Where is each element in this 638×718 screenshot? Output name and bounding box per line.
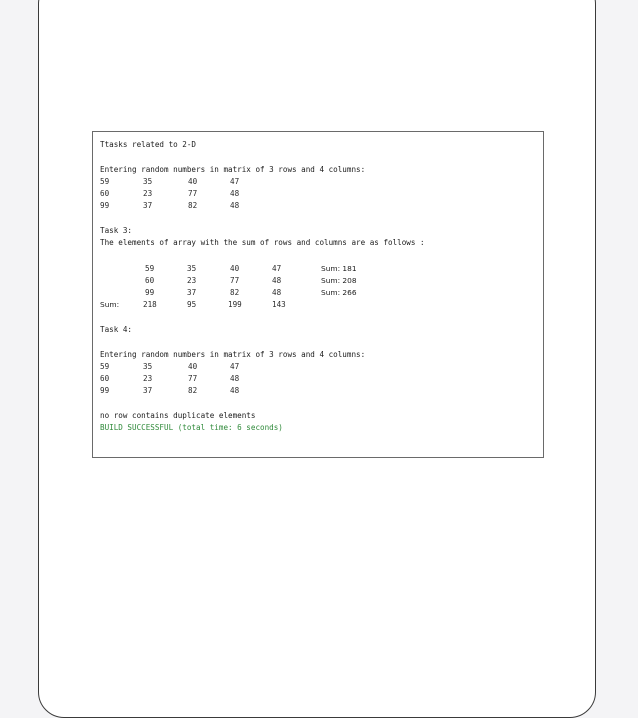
matrix-heading: Entering random numbers in matrix of 3 rows and 4 columns: xyxy=(100,165,366,174)
matrix-cell: 60 xyxy=(100,189,110,198)
build-status: BUILD SUCCESSFUL (total time: 6 seconds) xyxy=(100,423,283,432)
matrix-cell: 60 xyxy=(100,374,110,383)
matrix-cell: 35 xyxy=(187,264,197,273)
matrix-cell: 37 xyxy=(187,288,197,297)
matrix-cell: 60 xyxy=(145,276,155,285)
column-sum-label: Sum: xyxy=(100,300,120,309)
matrix-cell: 48 xyxy=(272,288,282,297)
matrix-cell: 47 xyxy=(230,362,240,371)
task3-description: The elements of array with the sum of rows and columns are as follows : xyxy=(100,238,425,247)
matrix-cell: 59 xyxy=(145,264,155,273)
matrix-cell: 35 xyxy=(143,362,153,371)
matrix-cell: 35 xyxy=(143,177,153,186)
task4-heading: Entering random numbers in matrix of 3 rows and 4 columns: xyxy=(100,350,366,359)
matrix-cell: 59 xyxy=(100,362,110,371)
matrix-cell: 23 xyxy=(143,374,153,383)
matrix-cell: 82 xyxy=(188,386,198,395)
matrix-cell: 77 xyxy=(188,374,198,383)
matrix-cell: 37 xyxy=(143,201,153,210)
matrix-cell: 77 xyxy=(188,189,198,198)
console-title: Ttasks related to 2-D xyxy=(100,140,197,149)
matrix-cell: 47 xyxy=(230,177,240,186)
matrix-cell: 77 xyxy=(230,276,240,285)
matrix-cell: 23 xyxy=(187,276,197,285)
column-sum: 95 xyxy=(187,300,197,309)
matrix-cell: 23 xyxy=(143,189,153,198)
matrix-cell: 47 xyxy=(272,264,282,273)
matrix-cell: 37 xyxy=(143,386,153,395)
row-sum: Sum: 208 xyxy=(321,276,357,285)
matrix-cell: 48 xyxy=(272,276,282,285)
matrix-cell: 40 xyxy=(188,362,198,371)
column-sum: 199 xyxy=(228,300,242,309)
matrix-cell: 99 xyxy=(100,201,110,210)
matrix-cell: 48 xyxy=(230,374,240,383)
console-output xyxy=(92,131,544,458)
task3-label: Task 3: xyxy=(100,226,133,235)
matrix-cell: 40 xyxy=(188,177,198,186)
matrix-cell: 99 xyxy=(145,288,155,297)
matrix-cell: 59 xyxy=(100,177,110,186)
result-message: no row contains duplicate elements xyxy=(100,411,256,420)
column-sum: 218 xyxy=(143,300,157,309)
column-sum: 143 xyxy=(272,300,286,309)
matrix-cell: 40 xyxy=(230,264,240,273)
matrix-cell: 99 xyxy=(100,386,110,395)
task4-label: Task 4: xyxy=(100,325,133,334)
matrix-cell: 82 xyxy=(188,201,198,210)
matrix-cell: 48 xyxy=(230,201,240,210)
matrix-cell: 82 xyxy=(230,288,240,297)
matrix-cell: 48 xyxy=(230,386,240,395)
row-sum: Sum: 266 xyxy=(321,288,357,297)
row-sum: Sum: 181 xyxy=(321,264,357,273)
matrix-cell: 48 xyxy=(230,189,240,198)
